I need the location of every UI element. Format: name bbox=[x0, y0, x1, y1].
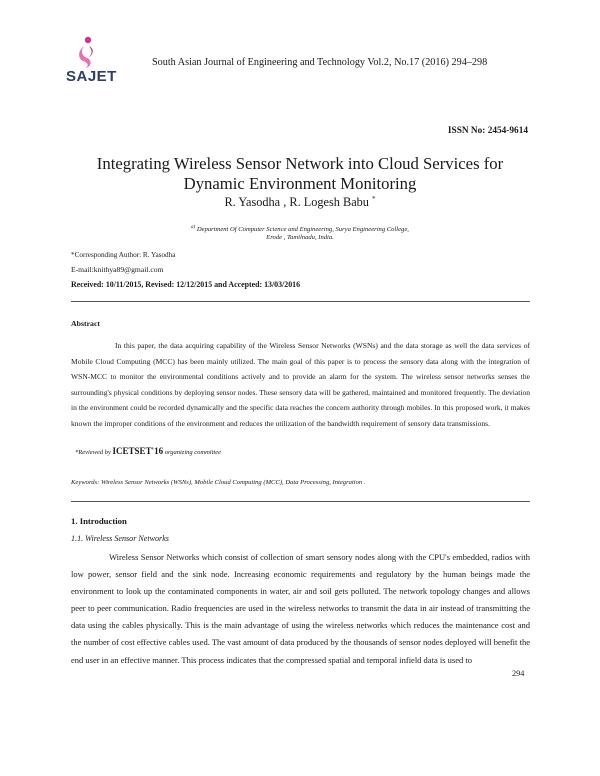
authors bbox=[60, 195, 540, 210]
section-heading-introduction: 1. Introduction bbox=[71, 516, 127, 526]
keywords: Keywords: Wireless Sensor Networks (WSNs), Mobile Cloud Computing (MCC), Data Processing, Integration . bbox=[71, 479, 366, 486]
author-names: R. Yasodha , R. Logesh Babu bbox=[224, 195, 369, 210]
reviewed-by bbox=[75, 446, 221, 456]
affiliation-marker: a) bbox=[191, 225, 196, 230]
author-email: E-mail:knithya89@gmail.com bbox=[71, 265, 164, 274]
issn: ISSN No: 2454-9614 bbox=[447, 126, 528, 136]
divider-bottom bbox=[71, 501, 530, 502]
abstract-heading: Abstract bbox=[71, 319, 101, 328]
author-marker: * bbox=[372, 195, 376, 203]
reviewed-prefix: *Reviewed by bbox=[75, 449, 111, 456]
corresponding-author: *Corresponding Author: R. Yasodha bbox=[71, 251, 176, 259]
reviewed-name: ICETSET'16 bbox=[112, 446, 164, 456]
divider-top bbox=[71, 301, 530, 302]
affiliation-line-2: Erode , Tamilnadu, India. bbox=[266, 234, 334, 241]
subsection-heading-wsn: 1.1. Wireless Sensor Networks bbox=[71, 534, 169, 543]
introduction-body: Wireless Sensor Networks which consist of collection of smart sensory nodes along with the CPU's embedded, radios with low power, sensor field and the sink node. Increasing economic requirements and regulatory by the human beings made the environment to look up the contaminated components in water, air and soil gets polluted. The network topology changes and allows peer to peer communication. Radio frequencies are used in the wireless networks to transmit the data in air instead of transmitting the data using the cables physically. This is the main advantage of using the wireless networks which reduces the maintenance cost and the number of cost effective cables used. The vast amount of data produced by the thousands of sensor nodes deployed will benefit the end user in an effective manner. This process indicates that the compressed spatial and temporal infield data is used to bbox=[71, 552, 530, 665]
reviewed-suffix: organizing committee bbox=[164, 449, 221, 456]
abstract-body: In this paper, the data acquiring capability of the Wireless Sensor Networks (WSNs) and the data storage as well the data services of Mobile Cloud Computing (MCC) has been mainly utilized. The main goal of this paper is to process the sensory data along with the integration of WSN-MCC to monitor the environmental conditions actively and to provide an alarm for the system. The wireless sensor networks senses the surrounding's physical conditions by deploying sensor nodes. These sensory data will be gathered, maintained and monitored frequently. The deviation in the environment could be recorded dynamically and the specific data reaches the concern authority through mobiles. In this proposed work, it makes known the improper conditions of the environment and reduces the utilization of the bandwidth requirement of sensory data transmissions. bbox=[71, 341, 530, 428]
affiliation-department: Department Of Computer Science and Engineering, Surya Engineering College, bbox=[196, 226, 409, 234]
article-dates: Received: 10/11/2015, Revised: 12/12/2015 and Accepted: 13/03/2016 bbox=[71, 280, 301, 289]
page-number: 294 bbox=[512, 669, 525, 678]
paper-title-line-2: Dynamic Environment Monitoring bbox=[183, 174, 417, 193]
paper-title-line-1: Integrating Wireless Sensor Network into Cloud Services for bbox=[96, 154, 504, 173]
journal-citation: South Asian Journal of Engineering and Technology Vol.2, No.17 (2016) 294–298 bbox=[152, 57, 488, 68]
sajet-logo-text: SAJET bbox=[66, 68, 117, 85]
